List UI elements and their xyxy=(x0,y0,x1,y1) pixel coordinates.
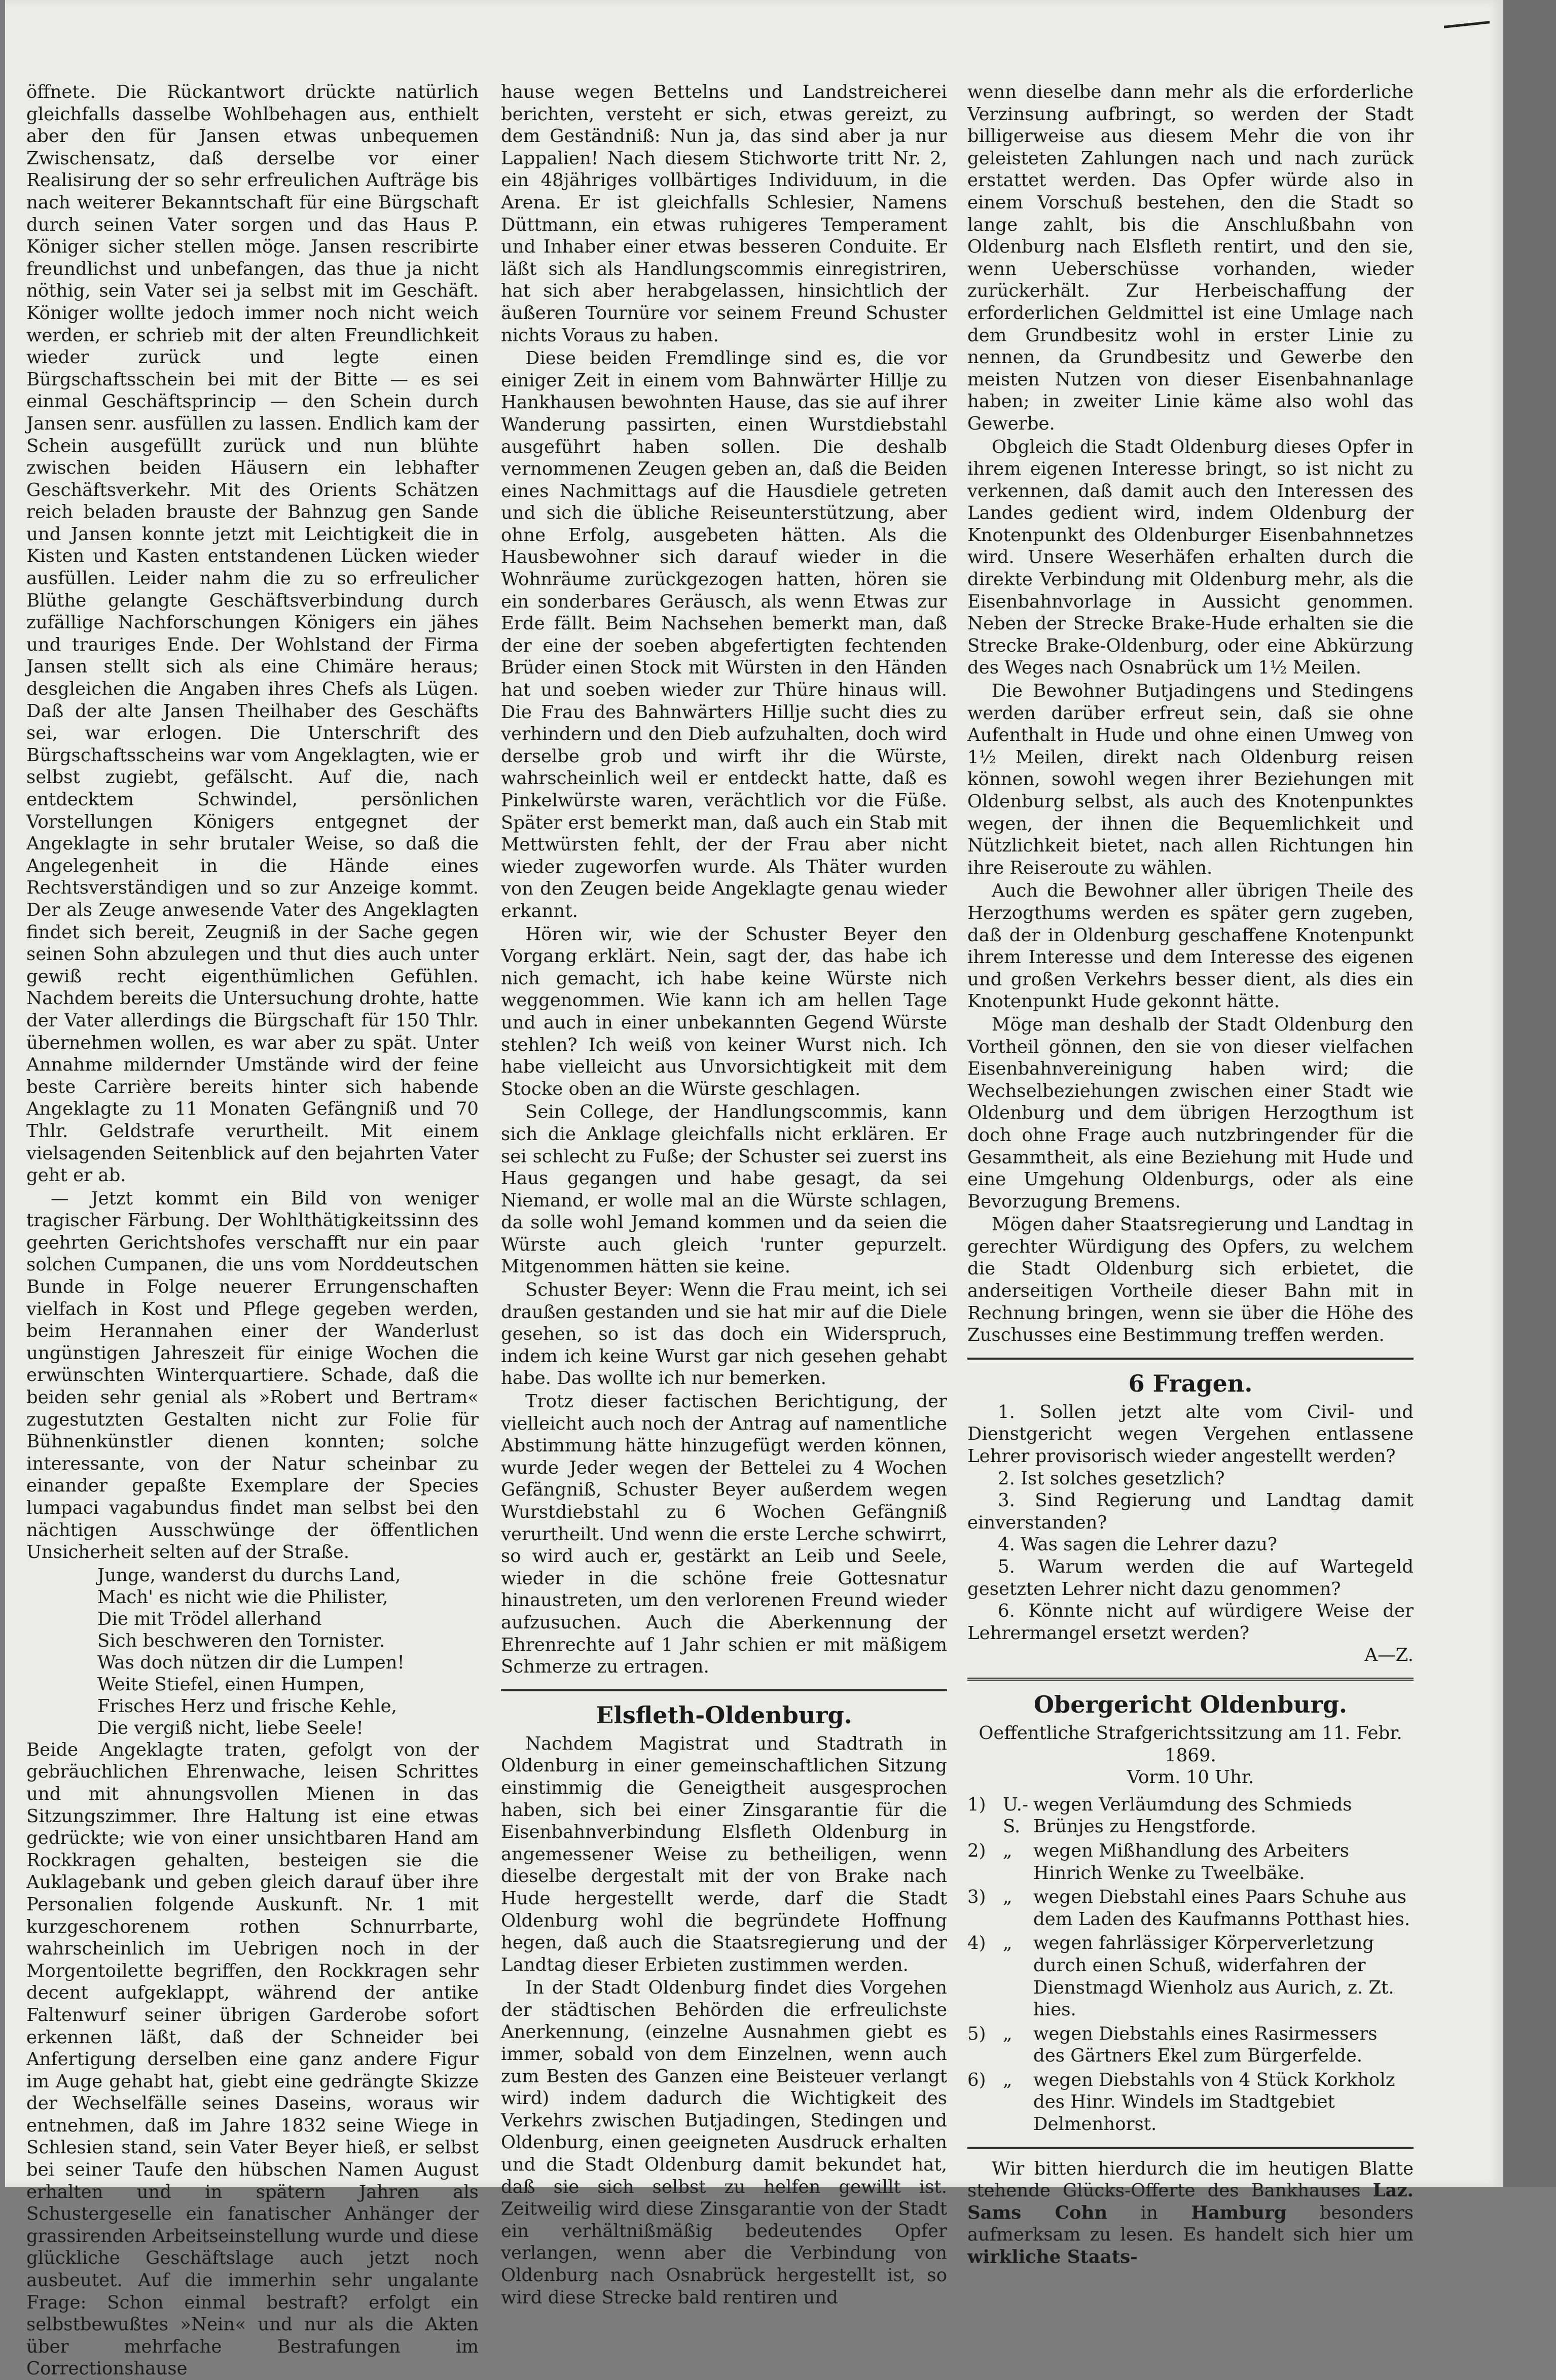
section-divider xyxy=(501,1689,947,1691)
case-text: wegen Diebstahls von 4 Stück Korkholz des Hinr. Windels im Stadtgebiet Delmenhorst. xyxy=(1033,2069,1395,2135)
ad-city: Hamburg xyxy=(1191,2202,1287,2223)
poem-line: Was doch nützen dir die Lumpen! xyxy=(97,1652,405,1673)
article-paragraph: öffnete. Die Rückantwort drückte natürlich gleichfalls dasselbe Wohlbehagen aus, enthielt aber den für Jansen etwas unbequemen Zwischensatz, daß derselbe vor einer Realisirung der so sehr erfreulichen Aufträge bis nach weiterer Bekanntschaft für eine Bürgschaft durch seinen Vater sorgen und das Haus P. Königer sicher stellen möge. Jansen rescribirte freundlichst und unbefangen, das thue ja nicht nöthig, sein Vater sei ja selbst mit im Geschäft. Königer wollte jedoch immer noch nicht weich werden, er schrieb mit der alten Freundlichkeit wieder zurück und legte einen Bürgschaftsschein bei mit der Bitte — es sei einmal Geschäftsprincip — den Schein durch Jansen senr. ausfüllen zu lassen. Endlich kam der Schein ausgefüllt zurück und nun blühte zwischen beiden Häusern ein lebhafter Geschäftsverkehr. Mit des Orients Schätzen reich beladen brauste der Bahnzug gen Sande und Jansen konnte jetzt mit Leichtigkeit die in Kisten und Kasten entstandenen Lücken wieder ausfüllen. Leider nahm die zu so erfreulicher Blüthe gelangte Geschäftsverbindung durch zufällige Nachforschungen Königers ein jähes und trauriges Ende. Der Wohlstand der Firma Jansen stellt sich als eine Chimäre heraus; desgleichen die Angaben ihres Chefs als Lügen. Daß der alte Jansen Theilhaber des Geschäfts sei, war erlogen. Die Unterschrift des Bürgschaftsscheins war vom Angeklagten, wie er selbst zugiebt, gefälscht. Auf die, nach entdecktem Schwindel, persönlichen Vorstellungen Königers entgegnet der Angeklagte in sehr brutaler Weise, so daß die Angelegenheit in die Hände eines Rechtsverständigen und so zur Anzeige kommt. Der als Zeuge anwesende Vater des Angeklagten findet sich bereit, Zeugniß in der Sache gegen seinen Sohn abzulegen und thut dies auch unter gewiß recht eigenthümlichen Gefühlen. Nachdem bereits die Untersuchung drohte, hatte der Vater allerdings die Bürgschaft für 150 Thlr. übernehmen wollen, es war aber zu spät. Unter Annahme mildernder Umstände wird der feine beste Carrière bereits hinter sich habende Angeklagte zu 11 Monaten Gefängniß und 70 Thlr. Geldstrafe verurtheilt. Mit einem vielsagenden Seitenblick auf den bejahrten Vater geht er ab. xyxy=(26,82,479,1186)
case-number: 2) xyxy=(967,1840,986,1861)
article-paragraph: In der Stadt Oldenburg findet dies Vorgehen der städtischen Behörden die erfreulichste Anerkennung, (einzelne Ausnahmen giebt es immer, sobald von dem Einzelnen, wenn auch zum Besten des Ganzen eine Beisteuer verlangt wird) indem dadurch die Wichtigkeit des Verkehrs zwischen Butjadingen, Stedingen und Oldenburg, einen geeigneten Ausdruck erhalten und die Stadt Oldenburg damit bekundet hat, daß sie sich selbst zu helfen gewillt ist. Zeitweilig wird diese Zinsgarantie von der Stadt ein verhältnißmäßig bedeutendes Opfer verlangen, wenn aber die Verbindung von Oldenburg nach Osnabrück hergestellt ist, so wird diese Strecke bald rentiren und xyxy=(501,1977,947,2308)
ad-text: besonders aufmerksam zu lesen. Es handelt sich hier um xyxy=(967,2202,1414,2246)
column-3 xyxy=(967,81,1414,2268)
case-mark: „ xyxy=(1003,2023,1012,2044)
question-item: 1. Sollen jetzt alte vom Civil- und Dienstgericht wegen Vergehen entlassene Lehrer provisorisch wieder angestellt werden? xyxy=(967,1401,1414,1467)
ad-firm: Laz. Sams Cohn xyxy=(967,2180,1414,2223)
poem-line: Junge, wanderst du durchs Land, xyxy=(97,1565,401,1586)
question-item: 4. Was sagen die Lehrer dazu? xyxy=(998,1534,1278,1555)
poem-line: Weite Stiefel, einen Humpen, xyxy=(97,1674,365,1695)
question-item: 3. Sind Regierung und Landtag damit einverstanden? xyxy=(967,1490,1414,1533)
court-session-time: Vorm. 10 Uhr. xyxy=(1127,1767,1254,1788)
ad-emphasis: wirkliche Staats- xyxy=(967,2247,1138,2268)
section-divider xyxy=(967,1358,1414,1360)
article-paragraph: wenn dieselbe dann mehr als die erforderliche Verzinsung aufbringt, so werden der Stadt billigerweise aus diesem Mehr die von ihr geleisteten Zahlungen nach und nach zurück erstattet werden. Das Opfer würde also in einem Vorschuß bestehen, den die Stadt so lange zahlt, bis die Anschlußbahn von Oldenburg nach Elsfleth rentirt, und den sie, wenn Ueberschüsse vorhanden, wieder zurückerhält. Zur Herbeischaffung der erforderlichen Geldmittel ist eine Umlage nach dem Grundbesitz wohl in erster Linie zu nennen, da Grundbesitz und Gewerbe den meisten Nutzen von dieser Eisenbahnanlage haben; in zweiter Linie käme also wohl das Gewerbe. xyxy=(967,82,1414,434)
article-paragraph: Die Bewohner Butjadingens und Stedingens werden darüber erfreut sein, daß sie ohne Aufenthalt in Hude und ohne einen Umweg von 1½ Meilen, direkt nach Oldenburg reisen können, sowohl wegen ihrer Beziehungen mit Oldenburg selbst, als auch des Knotenpunktes wegen, der ihnen die Bequemlichkeit und Nützlichkeit bietet, nach allen Richtungen hin ihre Reiseroute zu wählen. xyxy=(967,681,1414,878)
case-text: wegen Diebstahl eines Paars Schuhe aus dem Laden des Kaufmanns Potthast hies. xyxy=(1033,1887,1410,1930)
poem-line: Mach' es nicht wie die Philister, xyxy=(97,1586,388,1608)
scan-border xyxy=(1503,0,1556,2187)
advertisement-notice xyxy=(967,2158,1414,2268)
case-mark: „ xyxy=(1003,2069,1012,2090)
page-corner-mark xyxy=(1444,1,1490,28)
signature: A—Z. xyxy=(1364,1645,1414,1666)
article-paragraph: Beide Angeklagte traten, gefolgt von der gebräuchlichen Ehrenwache, leisen Schrittes und mit ahnungsvollen Mienen in das Sitzungszimmer. Ihre Haltung ist eine etwas gedrückte; wie von einer unsichtbaren Hand am Rockkragen gehalten, besteigen sie die Auklagebank und geben gleich darauf über ihre Personalien folgende Auskunft. Nr. 1 mit kurzgeschorenem rothen Schnurrbarte, wahrscheinlich im Uebrigen noch in der Morgentoilette begriffen, den Rockkragen sehr decent aufgeklappt, während der antike Faltenwurf seiner übrigen Garderobe sofort erkennen läßt, daß der Schneider bei Anfertigung derselben eine ganz andere Figur im Auge gehabt hat, giebt eine gedrängte Skizze der Wechselfälle seines Daseins, woraus wir entnehmen, daß im Jahre 1832 seine Wiege in Schlesien stand, sein Vater Beyer hieß, er selbst bei seiner Taufe den hübschen Namen August erhalten und in spätern Jahren als Schustergeselle ein fanatischer Anhänger der grassirenden Arbeitseinstellung wurde und diese glückliche Geschäftslage auch jetzt noch ausbeutet. Auf die immerhin sehr ungalante Frage: Schon einmal bestraft? erfolgt ein selbstbewußtes »Nein« und nur als die Akten über mehrfache Bestrafungen im Correctionshause xyxy=(26,1739,479,2379)
ad-text: in xyxy=(1140,2202,1158,2223)
question-item: 5. Warum werden die auf Wartegeld gesetzten Lehrer nicht dazu genommen? xyxy=(967,1556,1414,1600)
case-text: wegen Diebstahls eines Rasirmessers des Gärtners Ekel zum Bürgerfelde. xyxy=(1033,2023,1378,2067)
column-2 xyxy=(501,81,947,2308)
section-heading-elsfleth: Elsfleth-Oldenburg. xyxy=(596,1701,852,1729)
case-number: 4) xyxy=(967,1933,986,1954)
case-text: wegen Verläumdung des Schmieds Brünjes zu Hengstforde. xyxy=(1033,1794,1352,1837)
case-text: wegen Mißhandlung des Arbeiters Hinrich Wenke zu Tweelbäke. xyxy=(1033,1840,1349,1884)
article-paragraph: hause wegen Bettelns und Landstreicherei berichten, versteht er sich, etwas gereizt, zu dem Geständniß: Nun ja, das sind aber ja nur Lappalien! Nach diesem Stichworte tritt Nr. 2, ein 48jähriges vollbärtiges Individuum, in die Arena. Er ist gleichfalls Schlesier, Namens Düttmann, ein etwas ruhigeres Temperament und Inhaber einer etwas besseren Conduite. Er läßt sich als Handlungscommis einregistriren, hat sich aber herabgelassen, hinsichtlich der äußeren Tournüre vor seinem Freund Schuster nichts Voraus zu haben. xyxy=(501,82,947,346)
newspaper-page xyxy=(5,0,1503,2379)
section-divider xyxy=(967,1678,1414,1681)
section-heading-obergericht: Obergericht Oldenburg. xyxy=(1033,1690,1348,1718)
article-paragraph: Sein College, der Handlungscommis, kann sich die Anklage gleichfalls nicht erklären. Er sei schlecht zu Fuße; der Schuster sei zuerst ins Haus gegangen und habe gesagt, da sei Niemand, er wolle mal an die Würste schlagen, da solle wohl Jemand kommen und da seien die Würste auch gleich 'runter gepurzelt. Mitgenommen hätten sie keine. xyxy=(501,1102,947,1277)
case-text: wegen fahrlässiger Körperverletzung durch einen Schuß, widerfahren der Dienstmagd Wienholz aus Aurich, z. Zt. hies. xyxy=(1033,1933,1394,2020)
article-paragraph: Hören wir, wie der Schuster Beyer den Vorgang erklärt. Nein, sagt der, das habe ich nich gemacht, ich habe keine Würste nich weggenommen. Wie kann ich am hellen Tage und auch in einer unbekannten Gegend Würste stehlen? Ich weiß von keiner Wurst nich. Ich habe vielleicht aus Unvorsichtigkeit mit dem Stocke oben an die Würste geschlagen. xyxy=(501,923,947,1099)
article-paragraph: Mögen daher Staatsregierung und Landtag in gerechter Würdigung des Opfers, zu welchem die Stadt Oldenburg sich erbietet, die anderseitigen Vortheile dieser Bahn mit in Rechnung bringen, wenn sie über die Höhe des Zuschusses eine Bestimmung treffen werden. xyxy=(967,1214,1414,1346)
poem-line: Die mit Trödel allerhand xyxy=(97,1608,322,1629)
case-mark: „ xyxy=(1003,1840,1012,1861)
question-item: 6. Könnte nicht auf würdigere Weise der Lehrermangel ersetzt werden? xyxy=(967,1601,1414,1644)
case-mark: „ xyxy=(1003,1933,1012,1954)
question-item: 2. Ist solches gesetzlich? xyxy=(998,1468,1225,1489)
case-number: 6) xyxy=(967,2069,986,2090)
case-mark: U.-S. xyxy=(1003,1794,1028,1837)
section-divider xyxy=(967,2147,1414,2149)
question-list xyxy=(967,1401,1414,1645)
poem-line: Die vergiß nicht, liebe Seele! xyxy=(97,1717,364,1738)
court-session-line: Oeffentliche Strafgerichtssitzung am 11. Febr. 1869. xyxy=(979,1722,1402,1766)
case-number: 5) xyxy=(967,2023,986,2044)
article-paragraph: Nachdem Magistrat und Stadtrath in Oldenburg in einer gemeinschaftlichen Sitzung einstimmig die Geneigtheit ausgesprochen haben, sich bei einer Zinsgarantie für die Eisenbahnverbindung Elsfleth Oldenburg in angemessener Weise zu betheiligen, wenn dieselbe dergestalt mit der von Brake nach Hude hergestellt werde, darf die Stadt Oldenburg wohl die begründete Hoffnung hegen, daß auch die Staatsregierung und der Landtag dieser Erbieten zustimmen werden. xyxy=(501,1733,947,1975)
ad-text: Wir bitten hierdurch die im heutigen Blatte stehende Glücks-Offerte des Bankhauses xyxy=(967,2158,1414,2201)
poem-line: Frisches Herz und frische Kehle, xyxy=(97,1695,397,1717)
article-paragraph: Diese beiden Fremdlinge sind es, die vor einiger Zeit in einem vom Bahnwärter Hillje zu Hankhausen bewohnten Hause, das sie auf ihrer Wanderung passirten, einen Wurstdiebstahl ausgeführt haben sollen. Die deshalb vernommenen Zeugen geben an, daß die Beiden eines Nachmittags auf die Hausdiele getreten und sich die übliche Reiseunterstützung, aber ohne Erfolg, ausgebeten hätten. Als die Hausbewohner sich darauf wieder in die Wohnräume zurückgezogen hatten, hören sie ein sonderbares Geräusch, als wenn Etwas zur Erde fällt. Beim Nachsehen bemerkt man, daß der eine der soeben abgefertigten fechtenden Brüder einen Stock mit Würsten in den Händen hat und soeben wieder zur Thüre hinaus will. Die Frau des Bahnwärters Hillje sucht dies zu verhindern und den Dieb aufzuhalten, doch wird derselbe grob und wirft ihr die Würste, wahrscheinlich weil er entdeckt hatte, daß es Pinkelwürste waren, verächtlich vor die Füße. Später erst bemerkt man, daß auch ein Stab mit Mettwürsten fehlt, der der Frau aber nicht wieder zugeworfen wurde. Als Thäter wurden von den Zeugen beide Angeklagte genau wieder erkannt. xyxy=(501,348,947,921)
case-number: 1) xyxy=(967,1794,986,1815)
column-1 xyxy=(26,81,479,2379)
case-mark: „ xyxy=(1003,1887,1012,1908)
article-paragraph: Obgleich die Stadt Oldenburg dieses Opfer in ihrem eigenen Interesse bringt, so ist nicht zu verkennen, daß damit auch den Interessen des Landes gedient wird, indem Oldenburg der Knotenpunkt des Oldenburger Eisenbahnnetzes wird. Unsere Weserhäfen erhalten durch die direkte Verbindung mit Oldenburg mehr, als die Eisenbahnvorlage in Aussicht genommen. Neben der Strecke Brake-Hude erhalten sie die Strecke Brake-Oldenburg, oder eine Abkürzung des Weges nach Osnabrück um 1½ Meilen. xyxy=(967,436,1414,679)
article-paragraph: Schuster Beyer: Wenn die Frau meint, ich sei draußen gestanden und sie hat mir auf die Diele gesehen, so ist das doch ein Widerspruch, indem ich keine Wurst gar nich gesehen gehabt habe. Das wollte ich nur bemerken. xyxy=(501,1280,947,1389)
article-paragraph: Trotz dieser factischen Berichtigung, der vielleicht auch noch der Antrag auf namentliche Abstimmung hätte hinzugefügt werden können, wurde Jeder wegen der Bettelei zu 4 Wochen Gefängniß, Schuster Beyer außerdem wegen Wurstdiebstahl zu 6 Wochen Gefängniß verurtheilt. Und wenn die erste Lerche schwirrt, so wird auch er, gestärkt an Leib und Seele, wieder in die schöne freie Gottesnatur hinaustreten, um den verlorenen Freund wieder aufzusuchen. Auch die Aberkennung der Ehrenrechte auf 1 Jahr schien er mit mäßigem Schmerze zu ertragen. xyxy=(501,1391,947,1678)
case-number: 3) xyxy=(967,1887,986,1908)
section-heading-fragen: 6 Fragen. xyxy=(1128,1369,1253,1397)
court-case-list xyxy=(967,1794,1414,2136)
article-paragraph: — Jetzt kommt ein Bild von weniger tragischer Färbung. Der Wohlthätigkeitssinn des geehrten Gerichtshofes verschafft nur ein paar solchen Cumpanen, die uns vom Norddeutschen Bunde in Folge neuerer Errungenschaften vielfach in Kost und Pflege gegeben werden, beim Herannahen einer der Wanderlust ungünstigen Jahreszeit für einige Wochen die erwünschten Winterquartiere. Schade, daß die beiden sehr genial als »Robert und Bertram« zugestutzten Gestalten nicht zur Folie für Bühnenkünstler dienen konnten; solche interessante, von der Natur scheinbar zu einander gepaßte Exemplare der Species lumpaci vagabundus findet man selbst bei den nächtigen Ausschwünge der öffentlichen Unsicherheit selten auf der Straße. xyxy=(26,1188,479,1563)
article-paragraph: Auch die Bewohner aller übrigen Theile des Herzogthums werden es später gern zugeben, daß der in Oldenburg geschaffene Knotenpunkt ihrem Interesse und dem Interesse des eigenen und großen Verkehrs besser dient, als dies ein Knotenpunkt Hude gekonnt hätte. xyxy=(967,880,1414,1012)
article-paragraph: Möge man deshalb der Stadt Oldenburg den Vortheil gönnen, den sie von dieser vielfachen Eisenbahnvereinigung haben wird; die Wechselbeziehungen zwischen einer Stadt wie Oldenburg und dem übrigen Herzogthum ist doch ohne Frage auch nutzbringender für die Gesammtheit, als eine Beziehung mit Hude und eine Umgehung Oldenburgs, oder als eine Bevorzugung Bremens. xyxy=(967,1014,1414,1212)
poem-line: Sich beschweren den Tornister. xyxy=(97,1630,385,1651)
poem xyxy=(97,1565,479,1739)
